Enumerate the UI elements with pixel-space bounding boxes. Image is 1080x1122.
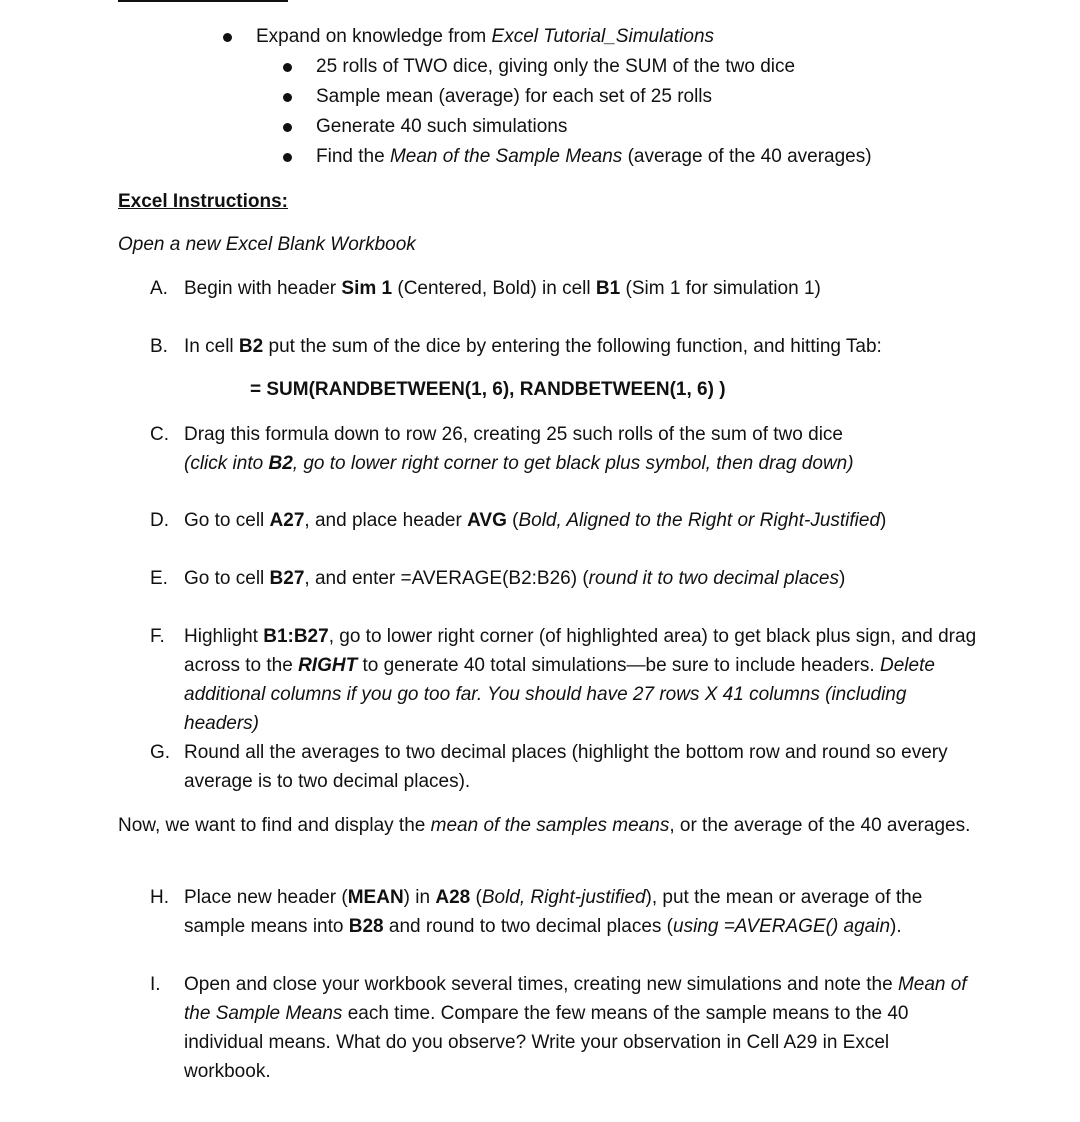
item-letter: A.: [150, 278, 168, 299]
item-body: Begin with header Sim 1 (Centered, Bold) in cell B1 (Sim 1 for simulation 1): [184, 278, 821, 299]
transition-paragraph: Now, we want to find and display the mean of the samples means, or the average of the 40 averages.: [118, 815, 971, 836]
item-body: Go to cell A27, and place header AVG (Bold, Aligned to the Right or Right-Justified): [184, 510, 887, 531]
item-letter: F.: [150, 626, 165, 647]
formula-text: = SUM(RANDBETWEEN(1, 6), RANDBETWEEN(1, 6) ): [250, 379, 726, 400]
item-body: In cell B2 put the sum of the dice by entering the following function, and hitting Tab:: [184, 336, 882, 357]
item-body: Place new header (MEAN) in A28 (Bold, Right-justified), put the mean or average of the sample means into B28 and round to two decimal places (using =AVERAGE() again).: [184, 887, 923, 937]
sub-bullet-text: Sample mean (average) for each set of 25 rolls: [316, 86, 713, 107]
item-letter: C.: [150, 424, 169, 445]
item-letter: D.: [150, 510, 169, 531]
item-letter: I.: [150, 974, 161, 995]
bullet-dot-icon: [283, 63, 292, 72]
bullet-dot-icon: [283, 153, 292, 162]
item-letter: H.: [150, 887, 169, 908]
bullet-dot-icon: [283, 93, 292, 102]
item-letter: E.: [150, 568, 168, 589]
item-letter: B.: [150, 336, 168, 357]
sub-bullet-text: Generate 40 such simulations: [316, 116, 568, 137]
item-body: Highlight B1:B27, go to lower right corner (of highlighted area) to get black plus sign, and drag across to the RIGHT to generate 40 total simulations—be sure to include headers. Delete additional columns if you go too far. You should have 27 rows X 41 columns (including headers): [184, 626, 977, 734]
item-letter: G.: [150, 742, 171, 763]
item-body: Round all the averages to two decimal places (highlight the bottom row and round so every average is to two decimal places).: [184, 742, 948, 792]
sub-bullet-text: Find the Mean of the Sample Means (average of the 40 averages): [316, 146, 872, 167]
bullet-top-text: Expand on knowledge from Excel Tutorial_Simulations: [256, 26, 715, 47]
section-heading: Excel Instructions:: [118, 191, 288, 212]
sub-bullet-text: 25 rolls of TWO dice, giving only the SUM of the two dice: [316, 56, 796, 77]
item-body: Drag this formula down to row 26, creating 25 such rolls of the sum of two dice (click into B2, go to lower right corner to get black plus symbol, then drag down): [184, 424, 854, 474]
bullet-dot-icon: [223, 33, 232, 42]
bullet-dot-icon: [283, 123, 292, 132]
item-body: Go to cell B27, and enter =AVERAGE(B2:B26) (round it to two decimal places): [184, 568, 846, 589]
top-rule: [118, 0, 288, 2]
item-body: Open and close your workbook several times, creating new simulations and note the Mean of the Sample Means each time. Compare the few means of the sample means to the 40 individual means. What do you observe? Write your observation in Cell A29 in Excel workbook.: [184, 974, 967, 1082]
intro-line: Open a new Excel Blank Workbook: [118, 234, 416, 255]
